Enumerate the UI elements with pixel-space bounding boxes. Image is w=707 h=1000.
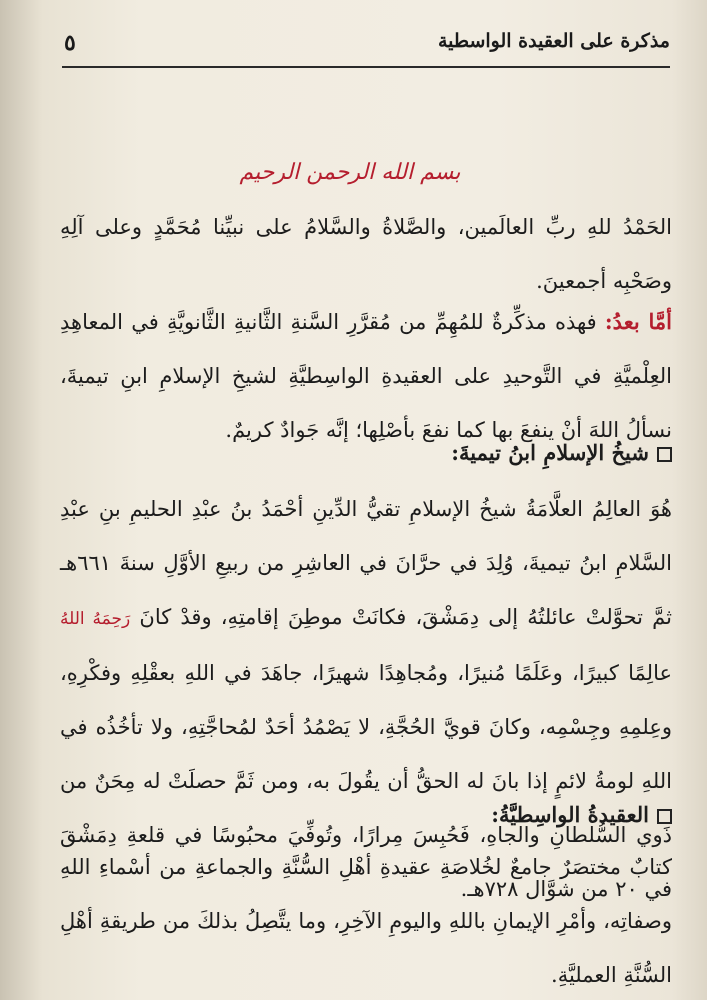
heading-aqidah <box>60 802 672 827</box>
heading-aqidah-text: العقيدةُ الواسِطيَّةُ: <box>491 802 649 827</box>
intro-text: فهذه مذكِّرةٌ للمُهِمِّ من مُقرَّرِ السَّنةِ الثَّانيةِ الثَّانويَّةِ في المعاهِدِ العِلْميَّةِ في التَّوحيدِ على العقيدةِ الواسِطيَّةِ لشيخِ الإسلامِ ابنِ تيميةَ، نسألُ اللهَ أنْ ينفعَ بها كما نفعَ بأصْلِها؛ إنَّه جَوادٌ كريمٌ. <box>60 310 672 442</box>
honorific: رَحِمَهُ اللهُ <box>60 609 131 629</box>
header-rule <box>62 66 670 68</box>
opening-paragraph: الحَمْدُ للهِ ربِّ العالَمين، والصَّلاةُ والسَّلامُ على نبيِّنا مُحَمَّدٍ وعلى آلِهِ وصَحْبِه أجمعينَ. <box>60 215 672 293</box>
intro-lead: أمَّا بعدُ: <box>604 309 672 334</box>
biography-text-2: عالِمًا كبيرًا، وعَلَمًا مُنيرًا، ومُجاهِدًا شهيرًا، جاهَدَ في اللهِ بعقْلِهِ وفكْرِهِ، وعِلمِهِ وجِسْمِه، وكانَ قويَّ الحُجَّةِ، لا يَصْمُدُ أحَدٌ لمُحاجَّتِهِ، ولا تأخُذُه في اللهِ لومةُ لائمٍ إذا بانَ له الحقُّ أن يقُولَ به، ومن ثَمَّ حصلَتْ له مِحَنٌ من ذَوي السُّلطانِ والجاهِ، فَحُبِسَ مِرارًا، وتُوفِّيَ محبُوسًا في قلعةِ دِمَشْقَ في ٢٠ من شوَّال ٧٢٨هـ. <box>60 661 672 901</box>
basmala-calligraphy: بسم الله الرحمن الرحيم <box>239 160 461 185</box>
checkbox-square-icon <box>657 809 672 824</box>
aqidah-paragraph: كتابٌ مختصَرٌ جامعٌ لخُلاصَةِ عقيدةِ أهْلِ السُّنَّةِ والجماعةِ من أسْماءِ اللهِ وصفاتِه، وأمْرِ الإيمانِ باللهِ واليومِ الآخِرِ، وما يتَّصِلُ بذلكَ من طريقةِ أهْلِ السُّنَّةِ العمليَّةِ. <box>60 855 672 987</box>
heading-ibn-taymiyyah <box>60 440 672 465</box>
checkbox-square-icon <box>657 447 672 462</box>
heading-ibn-taymiyyah-text: شيخُ الإسلامِ ابنُ تيميةَ: <box>451 440 649 465</box>
page-number: ٥ <box>64 30 76 56</box>
page-header <box>62 28 670 68</box>
running-title: مذكرة على العقيدة الواسطية <box>437 30 670 52</box>
biography-text-1: هُوَ العالِمُ العلَّامَةُ شيخُ الإسلامِ تقيُّ الدِّينِ أحْمَدُ بنُ عبْدِ الحليمِ بنِ عبْدِ السَّلامِ ابنُ تيميةَ، وُلِدَ في حرَّانَ في العاشِرِ من ربيعِ الأوَّلِ سنةَ ٦٦١هـ ثمَّ تحوَّلتْ عائلتُهُ إلى دِمَشْقَ، فكانَتْ موطِنَ إقامتِهِ، وقدْ كانَ <box>60 497 672 629</box>
intro-paragraph <box>60 295 672 457</box>
